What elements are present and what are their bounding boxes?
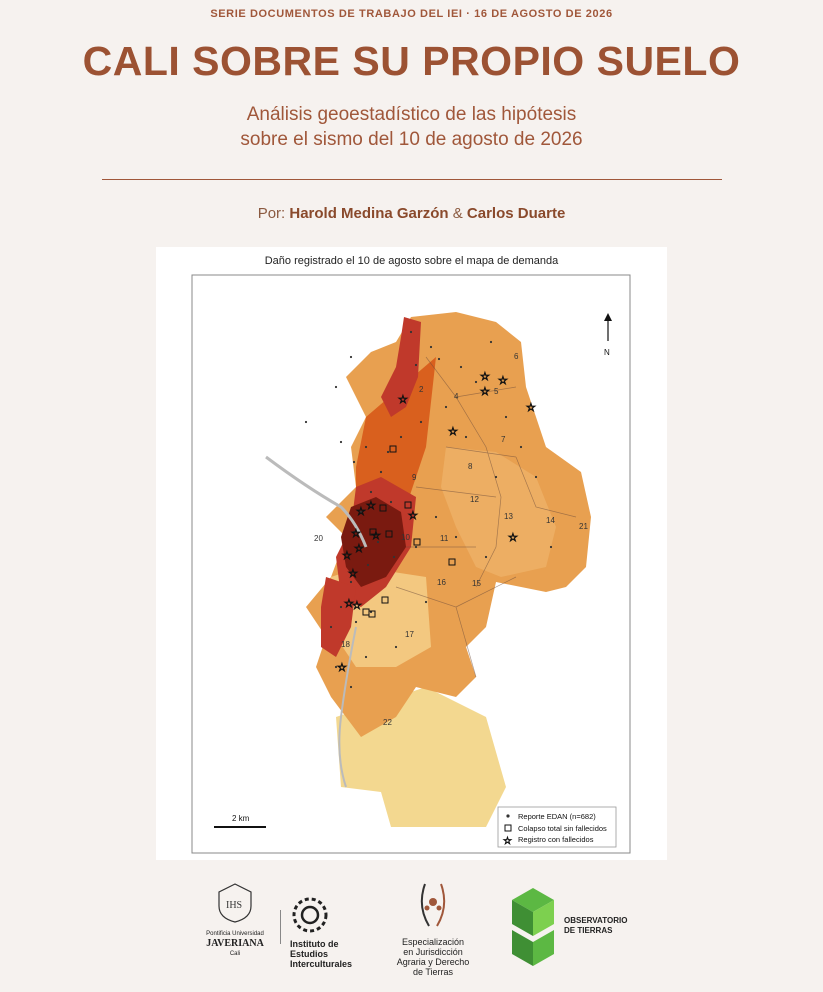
subtitle-line-2: sobre el sismo del 10 de agosto de 2026 <box>240 129 583 150</box>
map-svg <box>156 247 667 860</box>
commune-label: 5 <box>494 387 499 396</box>
esp-line3: Agraria y Derecho <box>396 957 470 967</box>
iei-logo <box>290 895 360 985</box>
obs-line1: OBSERVATORIO <box>564 916 628 925</box>
iei-line2: Estudios <box>290 949 329 959</box>
map-title: Daño registrado el 10 de agosto sobre el mapa de demanda <box>264 255 559 267</box>
commune-label: 8 <box>468 462 473 471</box>
svg-text:☆: ☆ <box>398 393 408 406</box>
observatorio-cube-icon <box>508 886 558 968</box>
authors-connector: & <box>452 205 463 222</box>
commune-label: 10 <box>401 533 410 542</box>
javeriana-line2: JAVERIANA <box>206 938 264 949</box>
svg-text:☆: ☆ <box>337 661 347 674</box>
logo-footer <box>0 870 823 992</box>
esp-line1: Especialización <box>401 937 465 947</box>
authors-line <box>0 205 823 222</box>
commune-label: 21 <box>579 522 588 531</box>
javeriana-logo <box>200 882 270 982</box>
authors-prefix: Por: <box>257 205 286 222</box>
svg-text:☆: ☆ <box>342 549 352 562</box>
commune-label: 12 <box>470 495 479 504</box>
author-2: Carlos Duarte <box>466 205 566 222</box>
esp-line4: de Tierras <box>412 967 454 977</box>
commune-label: 6 <box>514 352 519 361</box>
svg-text:☆: ☆ <box>348 567 358 580</box>
svg-text:☆: ☆ <box>508 531 518 544</box>
svg-text:☆: ☆ <box>498 374 508 387</box>
commune-label: 17 <box>405 630 414 639</box>
commune-label: 13 <box>504 512 513 521</box>
commune-label: 4 <box>454 392 459 401</box>
legend <box>498 807 616 847</box>
legend-item: Reporte EDAN (n=682) <box>518 812 596 821</box>
javeriana-line3: Cali <box>229 951 241 957</box>
obs-line2: DE TIERRAS <box>564 926 613 935</box>
esp-line2: en Jurisdicción <box>403 947 463 957</box>
svg-text:☆: ☆ <box>503 836 512 847</box>
subtitle <box>0 102 823 152</box>
javeriana-line1: Pontificia Universidad <box>206 931 264 937</box>
divider <box>102 179 722 180</box>
legend-item: Registro con fallecidos <box>518 835 594 844</box>
commune-label: 2 <box>419 385 424 394</box>
especializacion-logo <box>388 880 478 990</box>
commune-label: 11 <box>440 534 449 543</box>
svg-text:☆: ☆ <box>351 527 361 540</box>
commune-label: 9 <box>412 473 417 482</box>
iei-line1: Instituto de <box>290 939 339 949</box>
iei-line3: Interculturales <box>290 959 353 969</box>
observatorio-logo <box>508 886 638 976</box>
commune-label: 15 <box>472 579 481 588</box>
iei-spiral-icon <box>290 895 330 935</box>
commune-label: 7 <box>501 435 506 444</box>
map-figure <box>156 247 667 860</box>
author-1: Harold Medina Garzón <box>289 205 449 222</box>
svg-text:IHS: IHS <box>226 900 243 911</box>
commune-label: 18 <box>341 640 350 649</box>
logo-divider <box>280 910 281 944</box>
north-label: N <box>604 348 610 357</box>
javeriana-crest-icon <box>215 882 255 924</box>
svg-text:☆: ☆ <box>356 505 366 518</box>
page-title: CALI SOBRE SU PROPIO SUELO <box>82 38 741 84</box>
svg-text:☆: ☆ <box>354 542 364 555</box>
svg-text:☆: ☆ <box>480 370 490 383</box>
legend-item: Colapso total sin fallecidos <box>518 824 607 833</box>
commune-label: 14 <box>546 516 555 525</box>
leaf-hands-icon <box>413 880 453 932</box>
commune-label: 22 <box>383 718 392 727</box>
svg-text:☆: ☆ <box>448 425 458 438</box>
svg-text:☆: ☆ <box>526 401 536 414</box>
commune-label: 16 <box>437 578 446 587</box>
svg-text:☆: ☆ <box>344 597 354 610</box>
subtitle-line-1: Análisis geoestadístico de las hipótesis <box>246 104 577 125</box>
svg-text:☆: ☆ <box>366 499 376 512</box>
commune-label: 20 <box>314 534 323 543</box>
svg-text:☆: ☆ <box>408 509 418 522</box>
svg-text:☆: ☆ <box>352 599 362 612</box>
svg-text:☆: ☆ <box>371 529 381 542</box>
series-line: SERIE DOCUMENTOS DE TRABAJO DEL IEI · 16 DE AGOSTO DE 2026 <box>210 8 613 20</box>
svg-text:☆: ☆ <box>480 385 490 398</box>
scale-label: 2 km <box>232 814 250 823</box>
